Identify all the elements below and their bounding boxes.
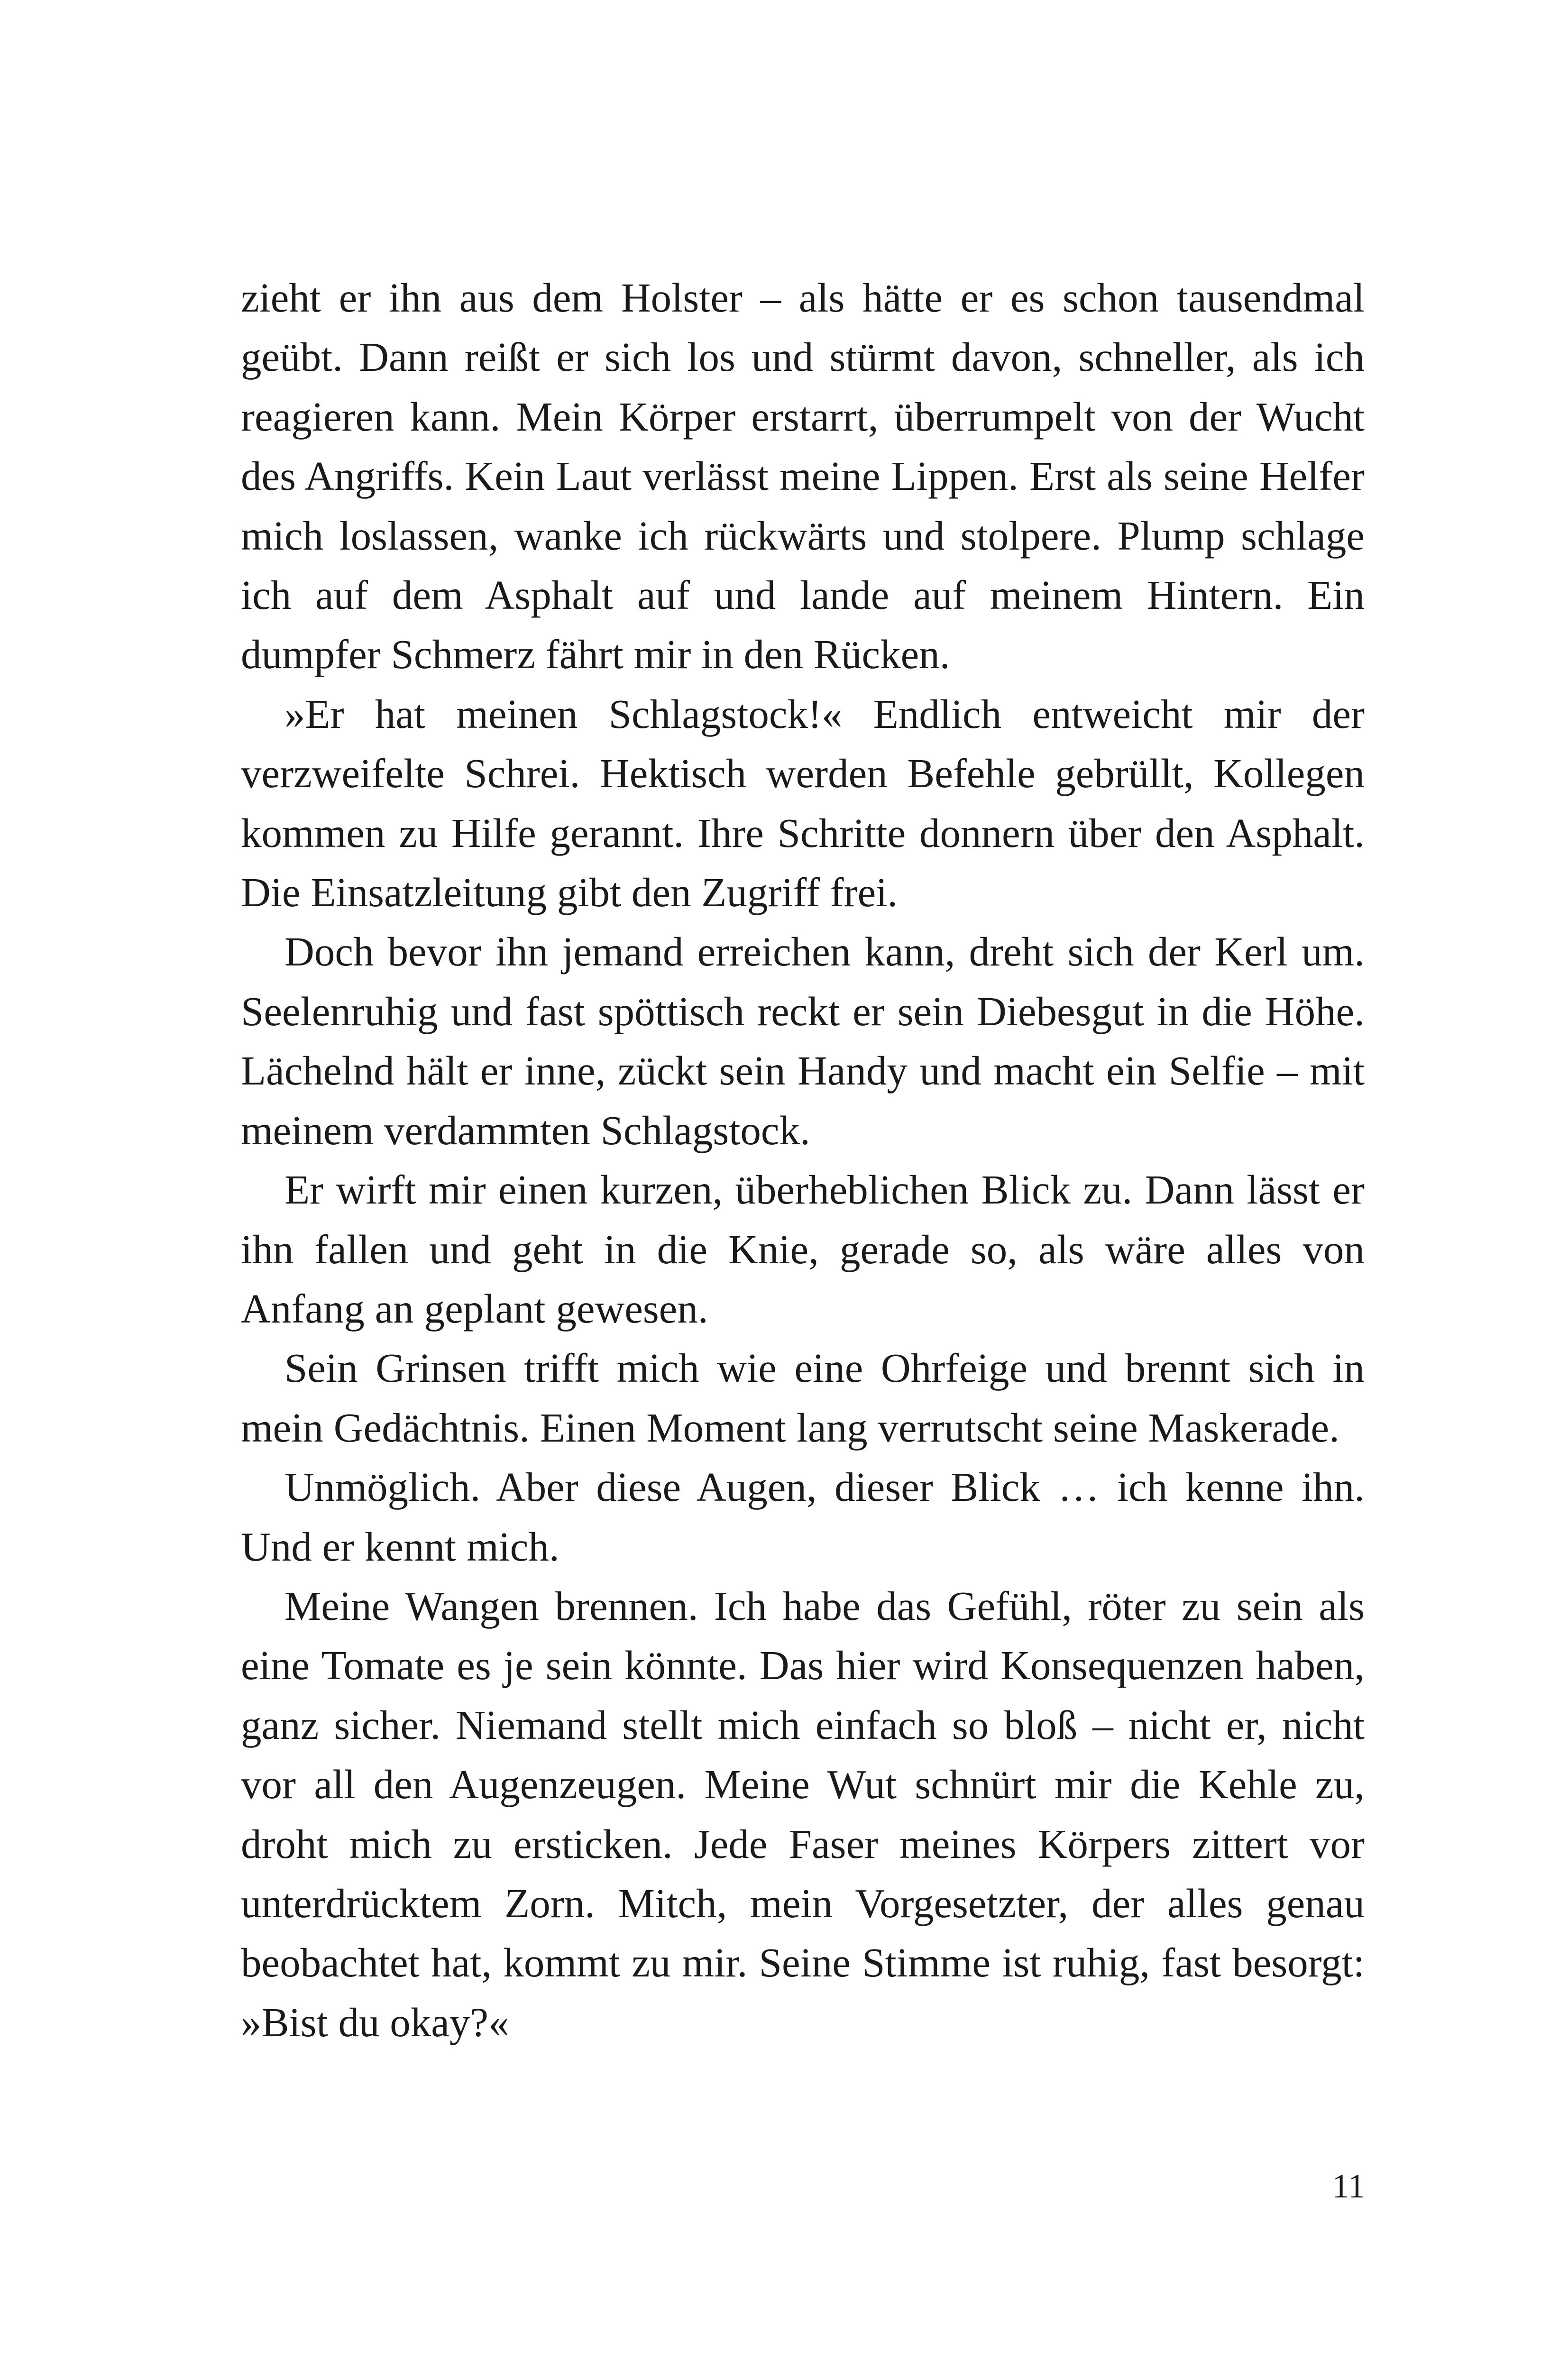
paragraph-3: Doch bevor ihn jemand erreichen kann, dreht sich der Kerl um. Seelenruhig und fast spöttisch reckt er sein Diebesgut in die Höhe. Lächelnd hält er inne, zückt sein Handy und macht ein Selfie – mit meinem verdammten Schlagstock. bbox=[241, 928, 1365, 1153]
paragraph-4: Er wirft mir einen kurzen, überheblichen Blick zu. Dann lässt er ihn fallen und geht in die Knie, gerade so, als wäre alles von Anfang an geplant gewesen. bbox=[241, 1167, 1365, 1332]
paragraph-2: »Er hat meinen Schlagstock!« Endlich entweicht mir der verzweifelte Schrei. Hektisch werden Befehle gebrüllt, Kollegen kommen zu Hilfe gerannt. Ihre Schritte donnern über den Asphalt. Die Einsatzleitung gibt den Zugriff frei. bbox=[241, 690, 1365, 916]
paragraph-1: zieht er ihn aus dem Holster – als hätte er es schon tausendmal geübt. Dann reißt er sich los und stürmt davon, schneller, als ich reagieren kann. Mein Körper erstarrt, überrumpelt von der Wucht des Angriffs. Kein Laut verlässt meine Lippen. Erst als seine Helfer mich loslassen, wanke ich rückwärts und stolpere. Plump schlage ich auf dem Asphalt auf und lande auf meinem Hintern. Ein dumpfer Schmerz fährt mir in den Rücken. bbox=[241, 275, 1365, 678]
body-text bbox=[241, 268, 1365, 2052]
paragraph-7: Meine Wangen brennen. Ich habe das Gefühl, röter zu sein als eine Tomate es je sein könnte. Das hier wird Konsequenzen haben, ganz sicher. Niemand stellt mich einfach so bloß – nicht er, nicht vor all den Augenzeugen. Meine Wut schnürt mir die Kehle zu, droht mich zu ersticken. Jede Faser meines Körpers zittert vor unterdrücktem Zorn. Mitch, mein Vorgesetzter, der alles genau beobachtet hat, kommt zu mir. Seine Stimme ist ruhig, fast besorgt: »Bist du okay?« bbox=[241, 1582, 1365, 2045]
paragraph-5: Sein Grinsen trifft mich wie eine Ohrfeige und brennt sich in mein Gedächtnis. Einen Moment lang verrutscht seine Maskerade. bbox=[241, 1345, 1365, 1451]
paragraph-6: Unmöglich. Aber diese Augen, dieser Blick … ich kenne ihn. Und er kennt mich. bbox=[241, 1464, 1365, 1570]
page-number: 11 bbox=[1332, 2167, 1365, 2205]
